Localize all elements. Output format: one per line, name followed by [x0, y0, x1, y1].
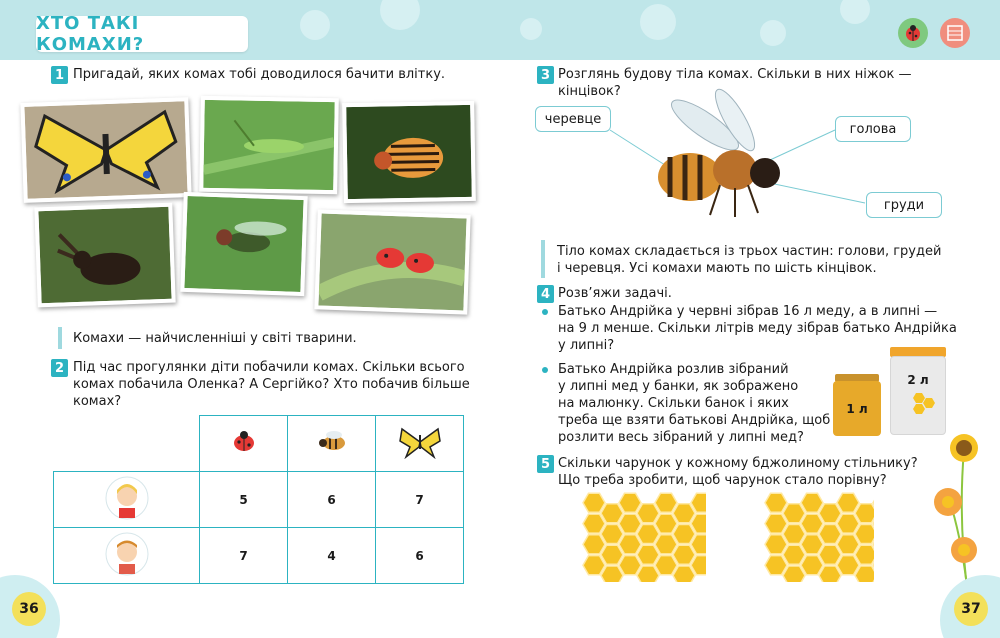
- page-title: ХТО ТАКІ КОМАХИ?: [36, 13, 145, 55]
- task-4-b1-line-1: Батько Андрійка у червні зібрав 16 л меду, а в липні —: [558, 304, 938, 319]
- table-cell: 6: [376, 528, 464, 584]
- jar-large-label: 2 л: [907, 373, 929, 387]
- honeycomb-cell: [637, 525, 659, 544]
- honeycomb-cell: [673, 566, 695, 582]
- abdomen-label: черевце: [535, 106, 611, 132]
- honeycomb-cell: [819, 545, 841, 564]
- honeycomb-cell: [819, 504, 841, 523]
- honeycomb-cell: [819, 566, 841, 582]
- honeycomb-cell: [801, 556, 823, 575]
- task-4-b2-line-3: на малюнку. Скільки банок і яких: [558, 396, 789, 411]
- honeycomb-cell: [601, 525, 623, 544]
- task-4-b2-line-2: у липні мед у банки, як зображено: [558, 379, 799, 394]
- honeycomb-cell: [619, 514, 641, 533]
- butterfly-photo: [20, 97, 191, 203]
- honeycomb-cell: [601, 504, 623, 523]
- head-label: голова: [835, 116, 911, 142]
- table-cell: 6: [288, 472, 376, 528]
- thorax-label: груди: [866, 192, 942, 218]
- task-4-b1-line-3: у липні?: [558, 338, 615, 353]
- honeycomb-cell: [801, 535, 823, 554]
- honeycomb-cell: [637, 566, 659, 582]
- table-cell: 7: [376, 472, 464, 528]
- honeycomb-right: [764, 492, 874, 582]
- honeycomb-cell: [783, 525, 805, 544]
- page-number-right: 37: [954, 592, 988, 626]
- butterfly-icon: [376, 416, 464, 472]
- honeycomb-cell: [673, 525, 695, 544]
- table-cell: 5: [200, 472, 288, 528]
- table-row: [54, 472, 464, 528]
- honeycomb-cell: [601, 566, 623, 582]
- task-4-intro: Розв’яжи задачі.: [558, 286, 672, 301]
- honey-jar-small: [833, 374, 881, 436]
- honeycomb-cell: [801, 514, 823, 533]
- honeycomb-cell: [601, 545, 623, 564]
- task-1-text: Пригадай, яких комах тобі доводилося бачити влітку.: [73, 67, 446, 82]
- ladybugs-photo: [314, 209, 470, 314]
- honeycomb-cell: [583, 535, 605, 554]
- honeycomb-cell: [837, 493, 859, 512]
- honeycomb-cell: [637, 504, 659, 523]
- honeycomb-cell: [619, 556, 641, 575]
- task-4-b2-line-1: Батько Андрійка розлив зібраний: [558, 362, 789, 377]
- honeycomb-cell: [855, 525, 874, 544]
- honeycomb-cell: [837, 535, 859, 554]
- task-number: 2: [51, 359, 68, 377]
- honeycomb-icon: [908, 391, 940, 417]
- honeycomb-cell: [765, 556, 787, 575]
- table-header-row: [54, 416, 464, 472]
- task-number: 5: [537, 455, 554, 473]
- colorado-beetle-photo: [342, 101, 476, 203]
- honeycomb-cell: [855, 504, 874, 523]
- task-number: 1: [51, 66, 68, 84]
- honeycomb-cell: [855, 545, 874, 564]
- honeycomb-cell: [655, 535, 677, 554]
- note-2-line-2: і черевця. Усі комахи мають по шість кінцівок.: [557, 261, 877, 276]
- page-number-left: 36: [12, 592, 46, 626]
- bullet: [542, 309, 548, 315]
- honey-jar-large: [890, 347, 946, 435]
- note-1: Комахи — найчисленніші у світі тварини.: [73, 331, 357, 346]
- honeycomb-cell: [783, 545, 805, 564]
- table-row: [54, 528, 464, 584]
- task-2-line-3: комах?: [73, 394, 122, 409]
- jar-small-label: 1 л: [846, 402, 868, 416]
- girl-avatar: [54, 472, 200, 528]
- task-3-line-1: Розглянь будову тіла комах. Скільки в них ніжок —: [558, 67, 912, 82]
- ladybug-icon: [898, 18, 928, 48]
- honeycomb-cell: [765, 514, 787, 533]
- honeycomb-cell: [655, 493, 677, 512]
- task-4-b2-line-4: треба ще взяти батькові Андрійка, щоб: [558, 413, 831, 428]
- note-bar: [541, 240, 545, 278]
- ladybug-icon: [200, 416, 288, 472]
- fly-photo: [180, 192, 307, 296]
- task-5-line-2: Що треба зробити, щоб чарунок стало порівну?: [558, 473, 887, 488]
- honeycomb-left: [582, 492, 706, 582]
- honeycomb-cell: [783, 566, 805, 582]
- bee-head: [750, 158, 780, 188]
- table-cell: 4: [288, 528, 376, 584]
- honeycomb-cell: [655, 556, 677, 575]
- honeycomb-cell: [583, 556, 605, 575]
- honeycomb-cell: [619, 535, 641, 554]
- honeycomb-cell: [837, 556, 859, 575]
- honeycomb-cell: [583, 514, 605, 533]
- honeycomb-cell: [765, 493, 787, 512]
- task-2-line-1: Під час прогулянки діти побачили комах. Скільки всього: [73, 360, 465, 375]
- honeycomb-cell: [637, 545, 659, 564]
- honeycomb-cell: [783, 504, 805, 523]
- honeycomb-cell: [673, 504, 695, 523]
- page-title-box: [36, 13, 248, 55]
- stag-beetle-photo: [34, 203, 175, 308]
- honeycomb-cell: [655, 514, 677, 533]
- bee-icon: [288, 416, 376, 472]
- insects-table: [53, 415, 464, 584]
- task-5-line-1: Скільки чарунок у кожному бджолиному стільнику?: [558, 456, 918, 471]
- task-number: 4: [537, 285, 554, 303]
- honeycomb-cell: [619, 493, 641, 512]
- boy-avatar: [54, 528, 200, 584]
- honeycomb-cell: [819, 525, 841, 544]
- honeycomb-cell: [583, 493, 605, 512]
- bullet: [542, 367, 548, 373]
- table-cell: 7: [200, 528, 288, 584]
- task-4-b1-line-2: на 9 л менше. Скільки літрів меду зібрав батько Андрійка: [558, 321, 957, 336]
- honeycomb-cell: [673, 545, 695, 564]
- grasshopper-photo: [199, 96, 339, 194]
- abacus-icon: [940, 18, 970, 48]
- note-bar: [58, 327, 62, 349]
- task-3-line-2: кінцівок?: [558, 84, 621, 99]
- task-4-b2-line-5: розлити весь зібраний у липні мед?: [558, 430, 804, 445]
- task-2-line-2: комах побачила Оленка? А Сергійко? Хто побачив більше: [73, 377, 470, 392]
- honeycomb-cell: [801, 493, 823, 512]
- honeycomb-cell: [765, 535, 787, 554]
- task-number: 3: [537, 66, 554, 84]
- honeycomb-cell: [837, 514, 859, 533]
- table-corner: [54, 416, 200, 472]
- note-2-line-1: Тіло комах складається із трьох частин: голови, грудей: [557, 244, 942, 259]
